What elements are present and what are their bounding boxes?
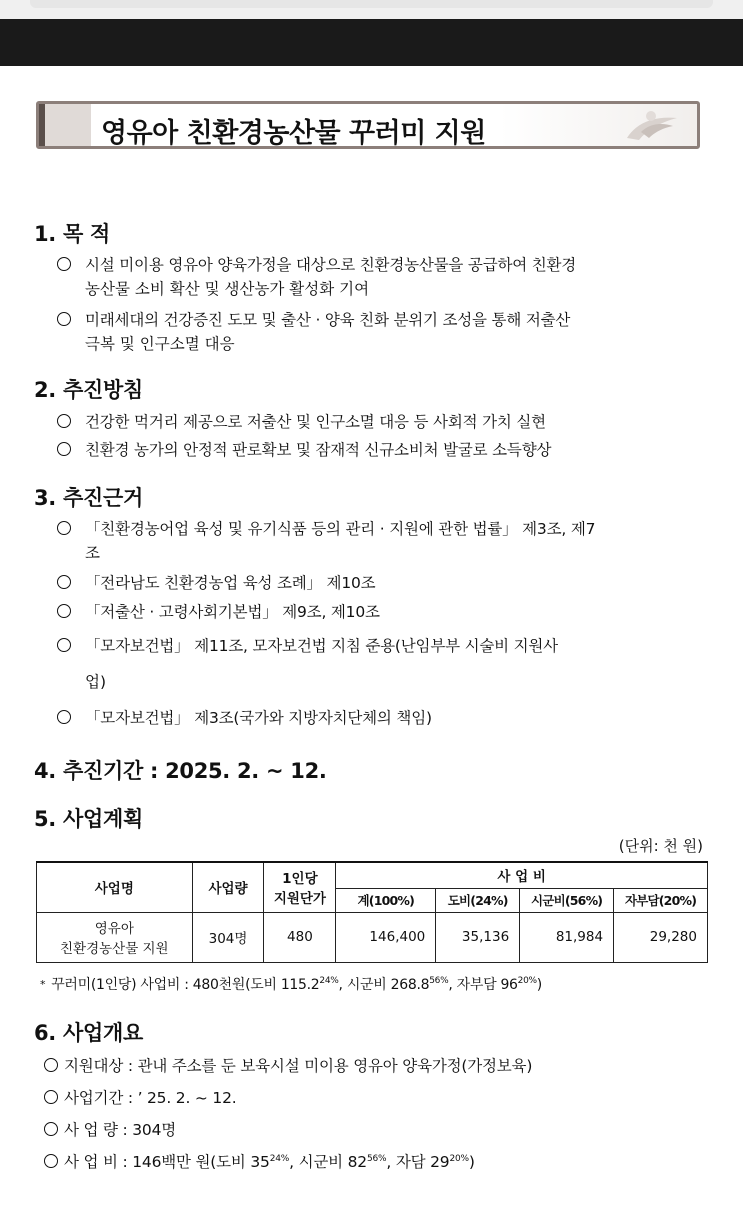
- list-item-cont: 극복 및 인구소멸 대응: [85, 335, 235, 353]
- circle-bullet-icon: [44, 1090, 58, 1104]
- budget-table: [36, 861, 708, 963]
- circle-bullet-icon: [57, 312, 71, 326]
- list-item: 「전라남도 친환경농업 육성 조례」 제10조: [57, 571, 375, 595]
- circle-bullet-icon: [57, 710, 71, 724]
- circle-bullet-icon: [44, 1058, 58, 1072]
- section-1-heading: 1. 목 적: [34, 222, 110, 246]
- list-item-cont: 농산물 소비 확산 및 생산농가 활성화 기여: [85, 280, 370, 298]
- cell-county: 81,984: [520, 912, 614, 962]
- th-name: 사업명: [37, 862, 193, 912]
- th-county: 시군비(56%): [520, 888, 614, 912]
- browser-top-strip: [0, 0, 743, 19]
- circle-bullet-icon: [57, 604, 71, 618]
- list-item: 사 업 량 : 304명: [44, 1118, 176, 1142]
- circle-bullet-icon: [44, 1154, 58, 1168]
- cell-unit-price: 480: [264, 912, 336, 962]
- circle-bullet-icon: [57, 575, 71, 589]
- cell-name: 영유아 친환경농산물 지원: [37, 912, 193, 962]
- th-cost: 사 업 비: [336, 862, 708, 888]
- list-item: 「모자보건법」 제3조(국가와 지방자치단체의 책임): [57, 706, 432, 730]
- cell-total: 146,400: [336, 912, 436, 962]
- list-item: 「저출산 · 고령사회기본법」 제9조, 제10조: [57, 600, 380, 624]
- list-item: 건강한 먹거리 제공으로 저출산 및 인구소멸 대응 등 사회적 가치 실현: [57, 410, 546, 434]
- list-item: 사 업 비 : 146백만 원(도비 $35^{24\%}$, 시군비 $82^{56\%}$, 자담 $29^{20\%}$): [44, 1150, 475, 1174]
- circle-bullet-icon: [57, 257, 71, 271]
- list-item: 「친환경농어업 육성 및 유기식품 등의 관리 · 지원에 관한 법률」 제3조, 제7: [57, 517, 595, 541]
- page-title: 영유아 친환경농산물 꾸러미 지원: [101, 118, 486, 149]
- section-4-heading: 4. 추진기간 : 2025. 2. ~ 12.: [34, 759, 327, 783]
- section-3-heading: 3. 추진근거: [34, 486, 143, 510]
- top-pill: [30, 0, 713, 8]
- th-self: 자부담(20%): [614, 888, 708, 912]
- list-item: 「모자보건법」 제11조, 모자보건법 지침 준용(난임부부 시술비 지원사: [57, 634, 558, 658]
- circle-bullet-icon: [57, 638, 71, 652]
- section-2-heading: 2. 추진방침: [34, 378, 143, 402]
- th-province: 도비(24%): [436, 888, 520, 912]
- circle-bullet-icon: [57, 442, 71, 456]
- table-row: [37, 912, 708, 962]
- section-6-heading: 6. 사업개요: [34, 1021, 143, 1045]
- circle-bullet-icon: [57, 521, 71, 535]
- list-item: 시설 미이용 영유아 양육가정을 대상으로 친환경농산물을 공급하여 친환경: [57, 253, 576, 277]
- th-total: 계(100%): [336, 888, 436, 912]
- list-item: 친환경 농가의 안정적 판로확보 및 잠재적 신규소비처 발굴로 소득향상: [57, 438, 551, 462]
- title-banner: [36, 101, 700, 149]
- list-item: 지원대상 : 관내 주소를 둔 보육시설 미이용 영유아 양육가정(가정보육): [44, 1054, 532, 1078]
- cell-qty: 304명: [192, 912, 264, 962]
- list-item: 미래세대의 건강증진 도모 및 출산 · 양육 친화 분위기 조성을 통해 저출산: [57, 308, 570, 332]
- list-item: 사업기간 : ’ 25. 2. ~ 12.: [44, 1086, 236, 1110]
- circle-bullet-icon: [57, 414, 71, 428]
- th-qty: 사업량: [192, 862, 264, 912]
- list-item-cont: 조: [85, 544, 100, 562]
- leaf-ornament-icon: [621, 108, 683, 144]
- unit-label: (단위: 천 원): [618, 837, 703, 855]
- th-unit-price: 1인당 지원단가: [264, 862, 336, 912]
- circle-bullet-icon: [44, 1122, 58, 1136]
- title-accent-bar: [39, 104, 91, 146]
- budget-note: * 꾸러미(1인당) 사업비 : 480천원(도비 $115.2^{24\%}$, 시군비 $268.8^{56\%}$, 자부담 $96^{20\%}$): [40, 976, 542, 993]
- dark-header-bar: [0, 19, 743, 66]
- section-5-heading: 5. 사업계획: [34, 807, 143, 831]
- cell-province: 35,136: [436, 912, 520, 962]
- cell-self: 29,280: [614, 912, 708, 962]
- list-item-cont: 업): [85, 673, 107, 691]
